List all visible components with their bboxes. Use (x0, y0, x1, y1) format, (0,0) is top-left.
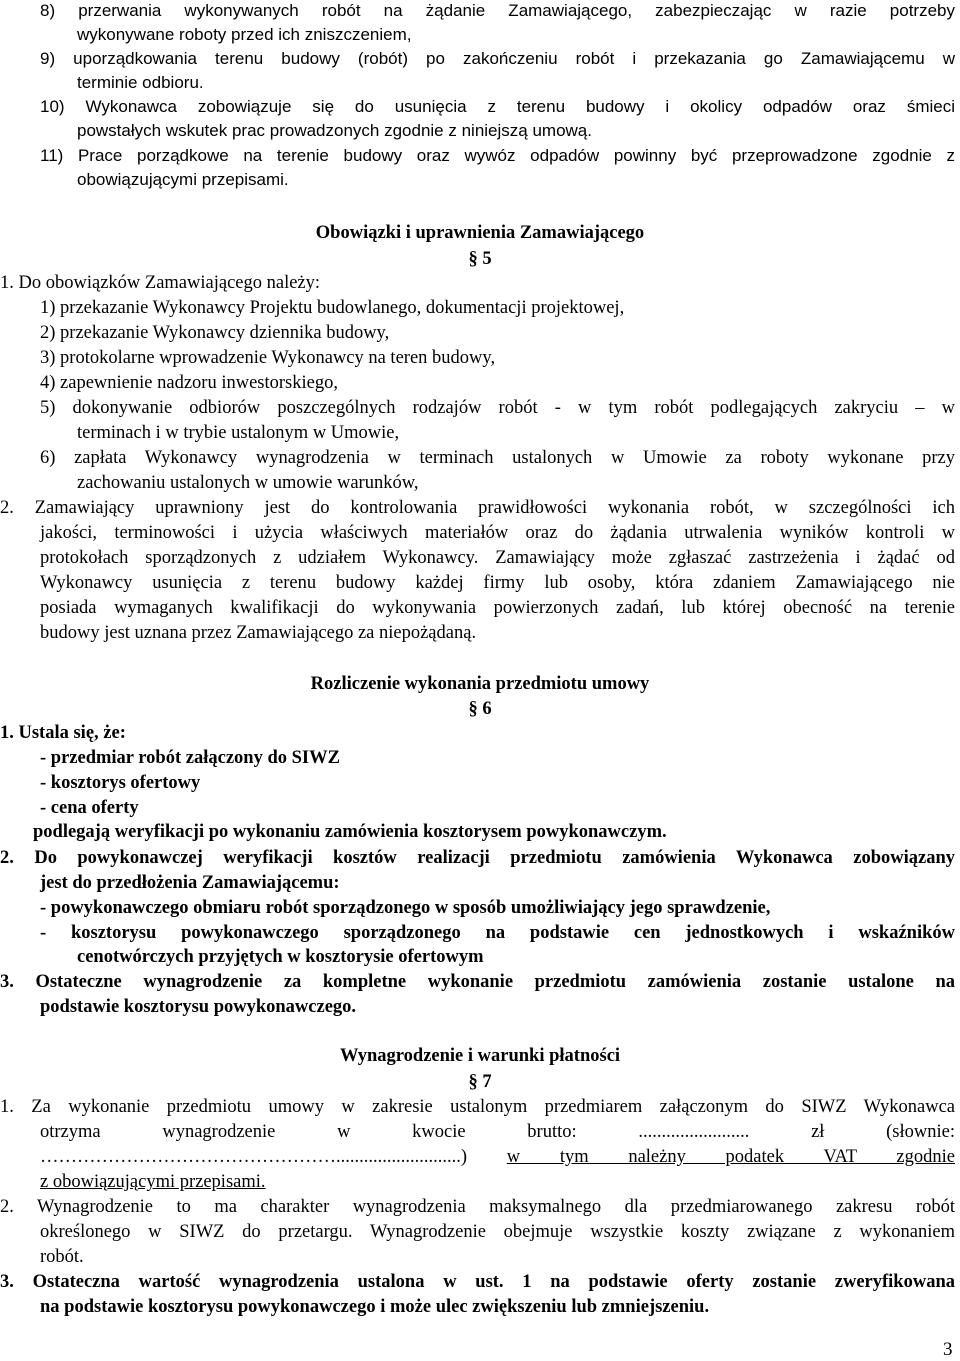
sec5-line-1: 1. Do obowiązków Zamawiającego należy: (0, 273, 321, 293)
sec5-line-10: 2. Zamawiający uprawniony jest do kontrolowania prawidłowości wykonania robót, w szczególności ich (0, 498, 955, 518)
vat-clause-underlined: w tym należny podatek VAT zgodnie (506, 1147, 955, 1167)
list-item-11-line1: 11) Prace porządkowe na terenie budowy oraz wywóz odpadów powinny być przeprowadzone zgodnie z (40, 146, 955, 165)
sec6-line-9: - kosztorysu powykonawczego sporządzonego na podstawie cen jednostkowych i wskaźników (40, 923, 955, 943)
sec6-line-2: - przedmiar robót załączony do SIWZ (40, 748, 340, 768)
section-6-heading: Rozliczenie wykonania przedmiotu umowy (310, 674, 650, 694)
sec5-line-6: 5) dokonywanie odbiorów poszczególnych rodzajów robót - w tym robót podlegających zakryciu – w (40, 398, 955, 418)
sec5-line-8: 6) zapłata Wykonawcy wynagrodzenia w terminach ustalonych w Umowie za roboty wykonane przy (40, 448, 955, 468)
sec6-line-7: jest do przedłożenia Zamawiającemu: (40, 873, 340, 893)
sec5-line-5: 4) zapewnienie nadzoru inwestorskiego, (40, 373, 338, 393)
sec7-p2-line3: robót. (40, 1247, 84, 1267)
sec5-line-7: terminach i w trybie ustalonym w Umowie, (77, 423, 400, 443)
list-item-8-line2: wykonywane roboty przed ich zniszczeniem, (77, 25, 412, 44)
sec7-p3-line2: na podstawie kosztorysu powykonawczego i może ulec zwiększeniu lub zmniejszeniu. (40, 1297, 710, 1317)
sec5-line-13: Wykonawcy usunięcia z terenu budowy każdej firmy lub osoby, która zdaniem Zamawiającego nie (40, 573, 955, 593)
section-5-number: § 5 (468, 249, 492, 269)
list-item-10-line1: 10) Wykonawca zobowiązuje się do usunięcia z terenu budowy i okolicy odpadów oraz śmieci (40, 97, 955, 116)
sec6-line-12: podstawie kosztorysu powykonawczego. (40, 997, 357, 1017)
sec5-line-4: 3) protokolarne wprowadzenie Wykonawcy na teren budowy, (40, 348, 496, 368)
section-5-heading: Obowiązki i uprawnienia Zamawiającego (315, 223, 645, 243)
sec6-line-4: - cena oferty (40, 798, 139, 818)
list-item-11-line2: obowiązującymi przepisami. (77, 170, 289, 189)
list-item-10-line2: powstałych wskutek prac prowadzonych zgodnie z niniejszą umową. (77, 121, 592, 140)
sec6-line-11: 3. Ostateczne wynagrodzenie za kompletne wykonanie przedmiotu zamówienia zostanie ustalone na (0, 972, 955, 992)
sec6-line-6: 2. Do powykonawczej weryfikacji kosztów realizacji przedmiotu zamówienia Wykonawca zobowiązany (0, 848, 955, 868)
list-item-9-line2: terminie odbioru. (77, 73, 204, 92)
sec7-p2-line1: 2. Wynagrodzenie to ma charakter wynagrodzenia maksymalnego dla przedmiarowanego zakresu robót (0, 1197, 955, 1217)
sec5-line-12: protokołach sporządzonych z udziałem Wykonawcy. Zamawiający może zgłaszać zastrzeżenia i żądać od (40, 548, 955, 568)
sec7-p1-line4: z obowiązującymi przepisami. (40, 1172, 266, 1192)
sec5-line-11: jakości, terminowości i użycia właściwych materiałów oraz do żądania utrwalenia wyników kontroli w (40, 523, 955, 543)
sec6-line-10: cenotwórczych przyjętych w kosztorysie ofertowym (77, 947, 484, 967)
sec7-p3-line1: 3. Ostateczna wartość wynagrodzenia ustalona w ust. 1 na podstawie oferty zostanie zweryfikowana (0, 1272, 955, 1292)
sec5-line-14: posiada wymaganych kwalifikacji do wykonywania powierzonych zadań, lub której obecność na terenie (40, 598, 955, 618)
list-item-8-line1: 8) przerwania wykonywanych robót na żądanie Zamawiającego, zabezpieczając w razie potrzeby (40, 1, 955, 20)
amount-in-words-blank: …………………………………………...........................) (40, 1147, 468, 1167)
sec7-p1-line3 (40, 1146, 955, 1168)
section-7-heading: Wynagrodzenie i warunki płatności (339, 1046, 621, 1066)
sec6-line-5: podlegają weryfikacji po wykonaniu zamówienia kosztorysem powykonawczym. (33, 822, 667, 842)
sec6-line-1: 1. Ustala się, że: (0, 723, 126, 743)
page-number: 3 (943, 1339, 953, 1360)
sec5-line-15: budowy jest uznana przez Zamawiającego za niepożądaną. (40, 623, 477, 643)
sec6-line-3: - kosztorys ofertowy (40, 773, 201, 793)
section-6-number: § 6 (468, 699, 492, 719)
sec5-line-2: 1) przekazanie Wykonawcy Projektu budowlanego, dokumentacji projektowej, (40, 298, 625, 318)
sec7-p1-line1: 1. Za wykonanie przedmiotu umowy w zakresie ustalonym przedmiarem załączonym do SIWZ Wykonawca (0, 1097, 955, 1117)
section-7-number: § 7 (468, 1072, 492, 1092)
list-item-9-line1: 9) uporządkowania terenu budowy (robót) po zakończeniu robót i przekazania go Zamawiającemu w (40, 49, 955, 68)
sec5-line-9: zachowaniu ustalonych w umowie warunków, (77, 473, 419, 493)
sec7-p1-line2: otrzyma wynagrodzenie w kwocie brutto: ........................ zł (słownie: (40, 1122, 955, 1142)
sec6-line-8: - powykonawczego obmiaru robót sporządzonego w sposób umożliwiający jego sprawdzenie, (40, 898, 771, 918)
sec7-p2-line2: określonego w SIWZ do przetargu. Wynagrodzenie obejmuje wszystkie koszty związane z wykonaniem (40, 1222, 955, 1242)
sec5-line-3: 2) przekazanie Wykonawcy dziennika budowy, (40, 323, 390, 343)
